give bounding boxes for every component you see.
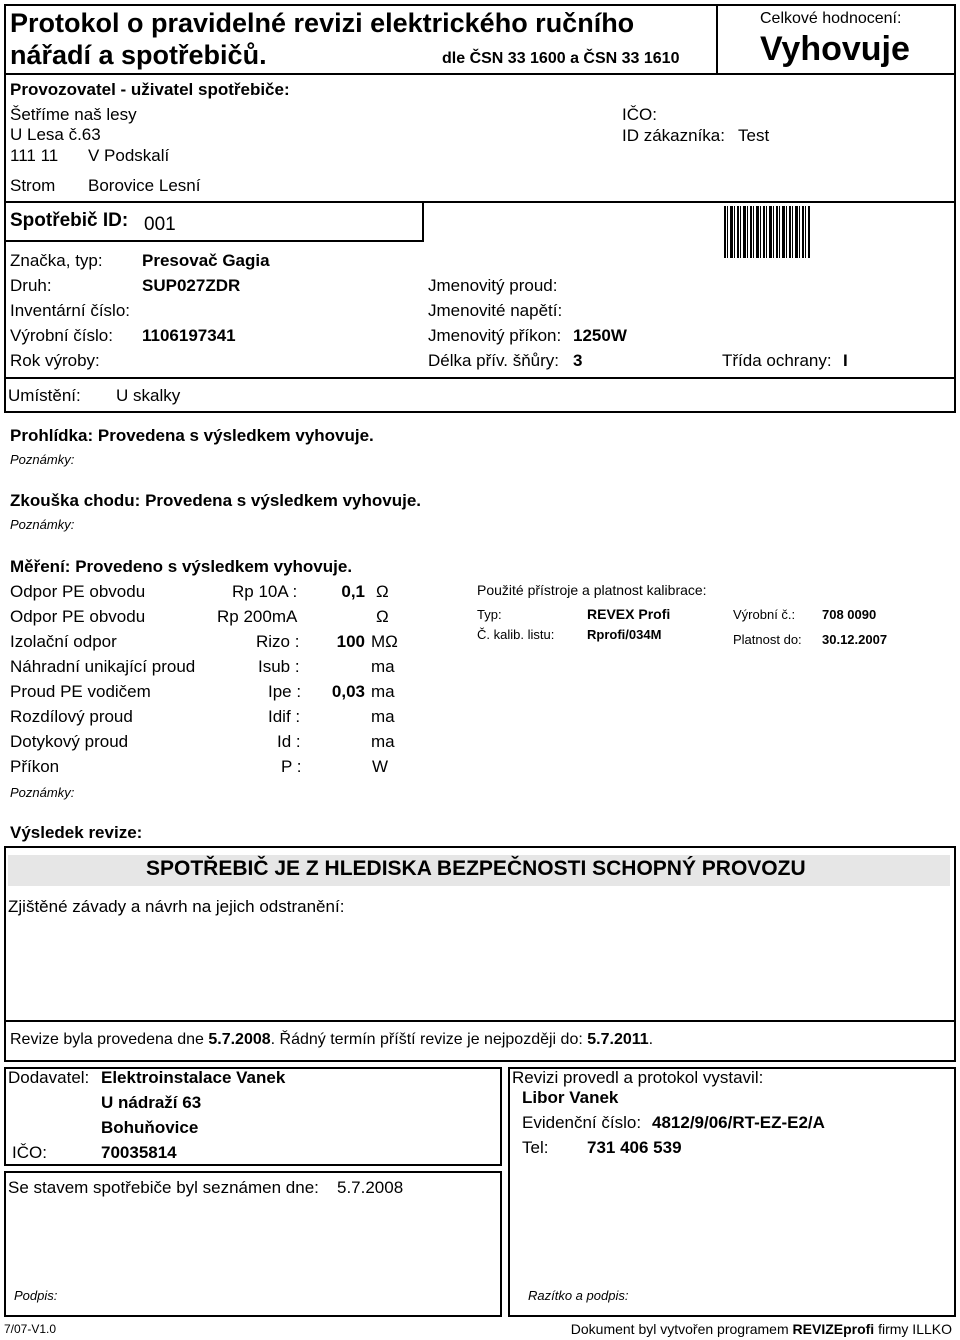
function-test-line (10, 491, 421, 511)
overall-value: Vyhovuje (760, 30, 910, 68)
meas-row-symbol: Rp 10A : (232, 582, 298, 601)
meas-row-symbol: Rizo : (256, 632, 300, 651)
meas-row-unit: ma (371, 682, 395, 701)
inspector-name: Libor Vanek (522, 1088, 619, 1107)
supplier-ico-label: IČO: (12, 1143, 47, 1162)
class-label: Třída ochrany: (722, 351, 832, 370)
serial-value: 1106197341 (142, 326, 236, 345)
page-title-line2: nářadí a spotřebičů. (10, 40, 267, 70)
function-test-value: Provedena s výsledkem vyhovuje. (145, 491, 422, 510)
generator-company: firmy ILLKO (878, 1321, 952, 1337)
supplier-city: Bohuňovice (101, 1118, 199, 1137)
operator-ico-label: IČO: (622, 105, 657, 124)
meas-row-name: Izolační odpor (10, 632, 117, 651)
inspection-line (10, 426, 374, 446)
measurement-value: Provedeno s výsledkem vyhovuje. (75, 557, 353, 576)
acknowledged-value: 5.7.2008 (337, 1178, 404, 1197)
instrument-calib-value: Rprofi/034M (587, 627, 662, 642)
meas-row-symbol: Id : (277, 732, 301, 751)
appliance-id-label: Spotřebič ID: (10, 210, 129, 231)
instrument-calib-label: Č. kalib. listu: (477, 627, 555, 642)
meas-row-symbol: Ipe : (268, 682, 302, 701)
operator-zip: 111 11 (10, 146, 59, 165)
supplier-ico-value: 70035814 (101, 1143, 177, 1162)
operator-heading: Provozovatel - uživatel spotřebiče: (10, 80, 290, 99)
signature-label: Podpis: (14, 1288, 58, 1303)
meas-row-name: Příkon (10, 757, 60, 776)
operator-sub-label: Strom (10, 176, 56, 195)
cord-value: 3 (573, 351, 583, 370)
meas-row-symbol: Idif : (268, 707, 301, 726)
meas-row-unit: ma (371, 707, 395, 726)
supplier-street: U nádraží 63 (101, 1093, 202, 1112)
instrument-serial-label: Výrobní č.: (733, 607, 796, 622)
meas-row-unit: W (372, 757, 389, 776)
meas-row-name: Proud PE vodičem (10, 682, 151, 701)
appliance-id-value: 001 (144, 214, 176, 235)
kind-value: SUP027ZDR (142, 276, 241, 295)
supplier-name: Elektroinstalace Vanek (101, 1068, 286, 1087)
barcode-image (724, 206, 810, 258)
meas-row-unit: MΩ (371, 632, 398, 651)
voltage-label: Jmenovité napětí: (428, 301, 563, 320)
supplier-label: Dodavatel: (8, 1068, 90, 1087)
operator-street: U Lesa č.63 (10, 125, 101, 144)
version-label: 7/07-V1.0 (4, 1322, 57, 1336)
meas-row-symbol: P : (281, 757, 302, 776)
meas-row-name: Odpor PE obvodu (10, 607, 146, 626)
serial-label: Výrobní číslo: (10, 326, 113, 345)
measurement-notes: Poznámky: (10, 785, 75, 800)
appliance-id-underline (4, 240, 424, 242)
kind-label: Druh: (10, 276, 52, 295)
inspection-value: Provedena s výsledkem vyhovuje. (97, 426, 374, 445)
instrument-valid-value: 30.12.2007 (822, 632, 888, 647)
power-value: 1250W (573, 326, 627, 345)
cord-label: Délka přív. šňůry: (428, 351, 560, 370)
instruments-heading: Použité přístroje a platnost kalibrace: (477, 582, 707, 598)
meas-row-symbol: Isub : (258, 657, 300, 676)
meas-row-value: 0,03 (331, 682, 365, 701)
revision-date-line: Revize byla provedena dne 5.7.2008. Řádný termín příští revize je nejpozději do: 5.7.2011. (10, 1031, 654, 1048)
defects-label: Zjištěné závady a návrh na jejich odstranění: (8, 897, 345, 916)
brand-label: Značka, typ: (10, 251, 103, 270)
revision-date-text: Revize byla provedena dne (10, 1031, 204, 1048)
meas-row-unit: Ω (376, 607, 389, 626)
customer-id-label: ID zákazníka: (622, 126, 725, 145)
instrument-type-label: Typ: (477, 607, 502, 622)
page-title-line1: Protokol o pravidelné revizi elektrického ručního (10, 8, 635, 38)
brand-value: Presovač Gagia (142, 251, 270, 270)
revision-date-value: 5.7.2008 (208, 1031, 271, 1048)
instrument-type-value: REVEX Profi (587, 606, 671, 622)
function-test-label: Zkouška chodu: (10, 491, 141, 510)
inventory-label: Inventární číslo: (10, 301, 131, 320)
meas-row-unit: ma (371, 732, 395, 751)
function-test-notes: Poznámky: (10, 517, 75, 532)
meas-row-symbol: Rp 200mA (217, 607, 298, 626)
acknowledged-label: Se stavem spotřebiče byl seznámen dne: (8, 1178, 319, 1197)
norm-reference: dle ČSN 33 1600 a ČSN 33 1610 (442, 50, 680, 67)
instrument-valid-label: Platnost do: (733, 632, 802, 647)
generator-note (571, 1321, 952, 1337)
meas-row-value: 0,1 (341, 582, 365, 601)
operator-name: Šetříme naš lesy (10, 105, 137, 124)
operator-city: V Podskalí (88, 146, 170, 165)
location-value: U skalky (116, 386, 181, 405)
meas-row-value: 100 (336, 632, 365, 651)
inspector-reg-label: Evidenční číslo: (522, 1113, 642, 1132)
meas-row-name: Náhradní unikající proud (10, 657, 196, 676)
next-revision-value: 5.7.2011 (587, 1031, 649, 1048)
location-label: Umístění: (8, 386, 81, 405)
inspector-heading: Revizi provedl a protokol vystavil: (512, 1068, 764, 1087)
next-revision-text: Řádný termín příští revize je nejpozději do: (279, 1031, 583, 1048)
customer-id-value: Test (738, 126, 770, 145)
measurement-label: Měření: (10, 557, 71, 576)
meas-row-name: Dotykový proud (10, 732, 129, 751)
operator-sub-value: Borovice Lesní (88, 176, 201, 195)
instrument-serial-value: 708 0090 (822, 607, 877, 622)
appliance-id-divider (422, 201, 424, 242)
measurement-line (10, 557, 352, 577)
meas-row-unit: ma (371, 657, 395, 676)
meas-row-name: Rozdílový proud (10, 707, 133, 726)
class-value: I (843, 351, 848, 370)
current-label: Jmenovitý proud: (428, 276, 558, 295)
result-verdict: SPOTŘEBIČ JE Z HLEDISKA BEZPEČNOSTI SCHOPNÝ PROVOZU (146, 857, 806, 880)
inspector-reg-value: 4812/9/06/RT-EZ-E2/A (652, 1113, 825, 1132)
inspector-tel-label: Tel: (522, 1138, 549, 1157)
year-label: Rok výroby: (10, 351, 100, 370)
inspector-tel-value: 731 406 539 (587, 1138, 682, 1157)
stamp-label: Razítko a podpis: (528, 1288, 629, 1303)
power-label: Jmenovitý příkon: (428, 326, 562, 345)
inspection-notes: Poznámky: (10, 452, 75, 467)
meas-row-name: Odpor PE obvodu (10, 582, 146, 601)
overall-label: Celkové hodnocení: (760, 10, 902, 27)
result-label: Výsledek revize: (10, 823, 143, 842)
meas-row-unit: Ω (376, 582, 389, 601)
inspection-label: Prohlídka: (10, 426, 94, 445)
generator-program: REVIZEprofi (792, 1321, 875, 1337)
generator-text: Dokument byl vytvořen programem (570, 1321, 789, 1337)
